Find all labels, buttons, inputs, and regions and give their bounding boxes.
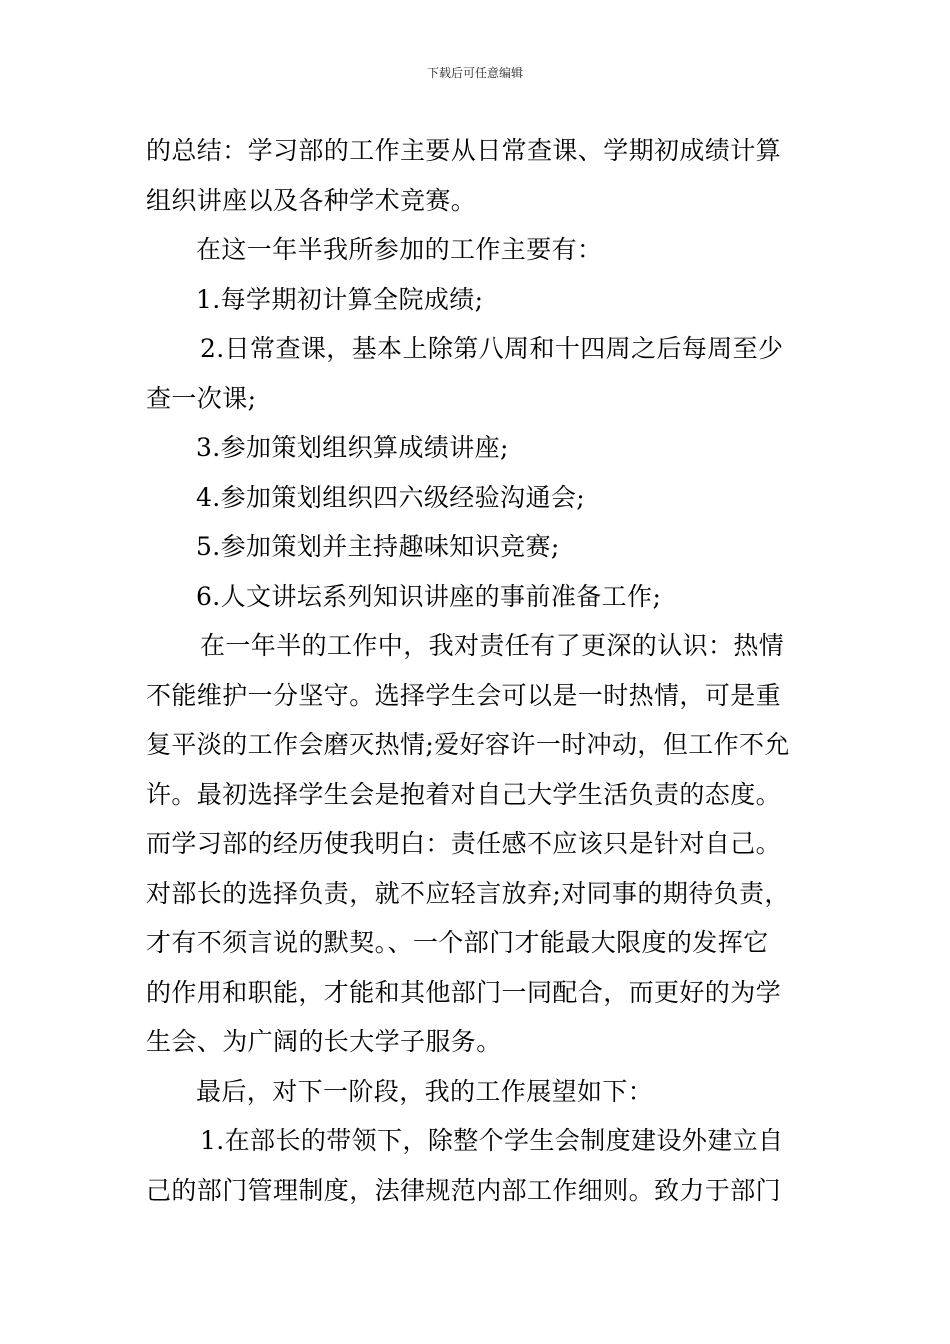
list-item: 4.参加策划组织四六级经验沟通会; [196, 482, 586, 512]
list-item: 2.日常查课，基本上除第八周和十四周之后每周至少 [200, 334, 784, 363]
paragraph-line: 组织讲座以及各种学术竞赛。 [146, 185, 477, 215]
document-body [146, 126, 810, 1215]
paragraph-line: 才有不须言说的默契。、一个部门才能最大限度的发挥它 [146, 928, 769, 957]
paragraph-line: 的总结：学习部的工作主要从日常查课、学期初成绩计算 [146, 136, 782, 165]
list-item-continuation: 己的部门管理制度，法律规范内部工作细则。致力于部门 [146, 1175, 782, 1205]
paragraph-line: 生会、为广阔的长大学子服务。 [146, 1027, 502, 1056]
paragraph-line: 不能维护一分坚守。选择学生会可以是一时热情，可是重 [146, 680, 782, 710]
paragraph-line: 对部长的选择负责，就不应轻言放弃;对同事的期待负责， [146, 878, 790, 908]
paragraph-line: 复平淡的工作会磨灭热情;爱好容许一时冲动，但工作不允 [146, 730, 790, 759]
paragraph-line: 许。最初选择学生会是抱着对自己大学生活负责的态度。 [146, 779, 782, 809]
list-item: 6.人文讲坛系列知识讲座的事前准备工作; [196, 581, 662, 611]
list-item: 1.在部长的带领下，除整个学生会制度建设外建立自 [200, 1126, 784, 1155]
paragraph-line: 在一年半的工作中，我对责任有了更深的认识：热情 [200, 631, 785, 660]
paragraph-line: 而学习部的经历使我明白：责任感不应该只是针对自己。 [146, 829, 782, 858]
list-item: 1.每学期初计算全院成绩; [196, 284, 484, 314]
list-item-continuation: 查一次课; [146, 383, 257, 413]
paragraph-line: 在这一年半我所参加的工作主要有： [196, 235, 603, 264]
list-item: 3.参加策划组织算成绩讲座; [196, 433, 509, 462]
paragraph-line: 的作用和职能，才能和其他部门一同配合，而更好的为学 [146, 977, 782, 1007]
page-header: 下载后可任意编辑 [426, 66, 523, 80]
list-item: 5.参加策划并主持趣味知识竞赛; [196, 532, 560, 561]
paragraph-line: 最后，对下一阶段，我的工作展望如下： [196, 1076, 654, 1106]
